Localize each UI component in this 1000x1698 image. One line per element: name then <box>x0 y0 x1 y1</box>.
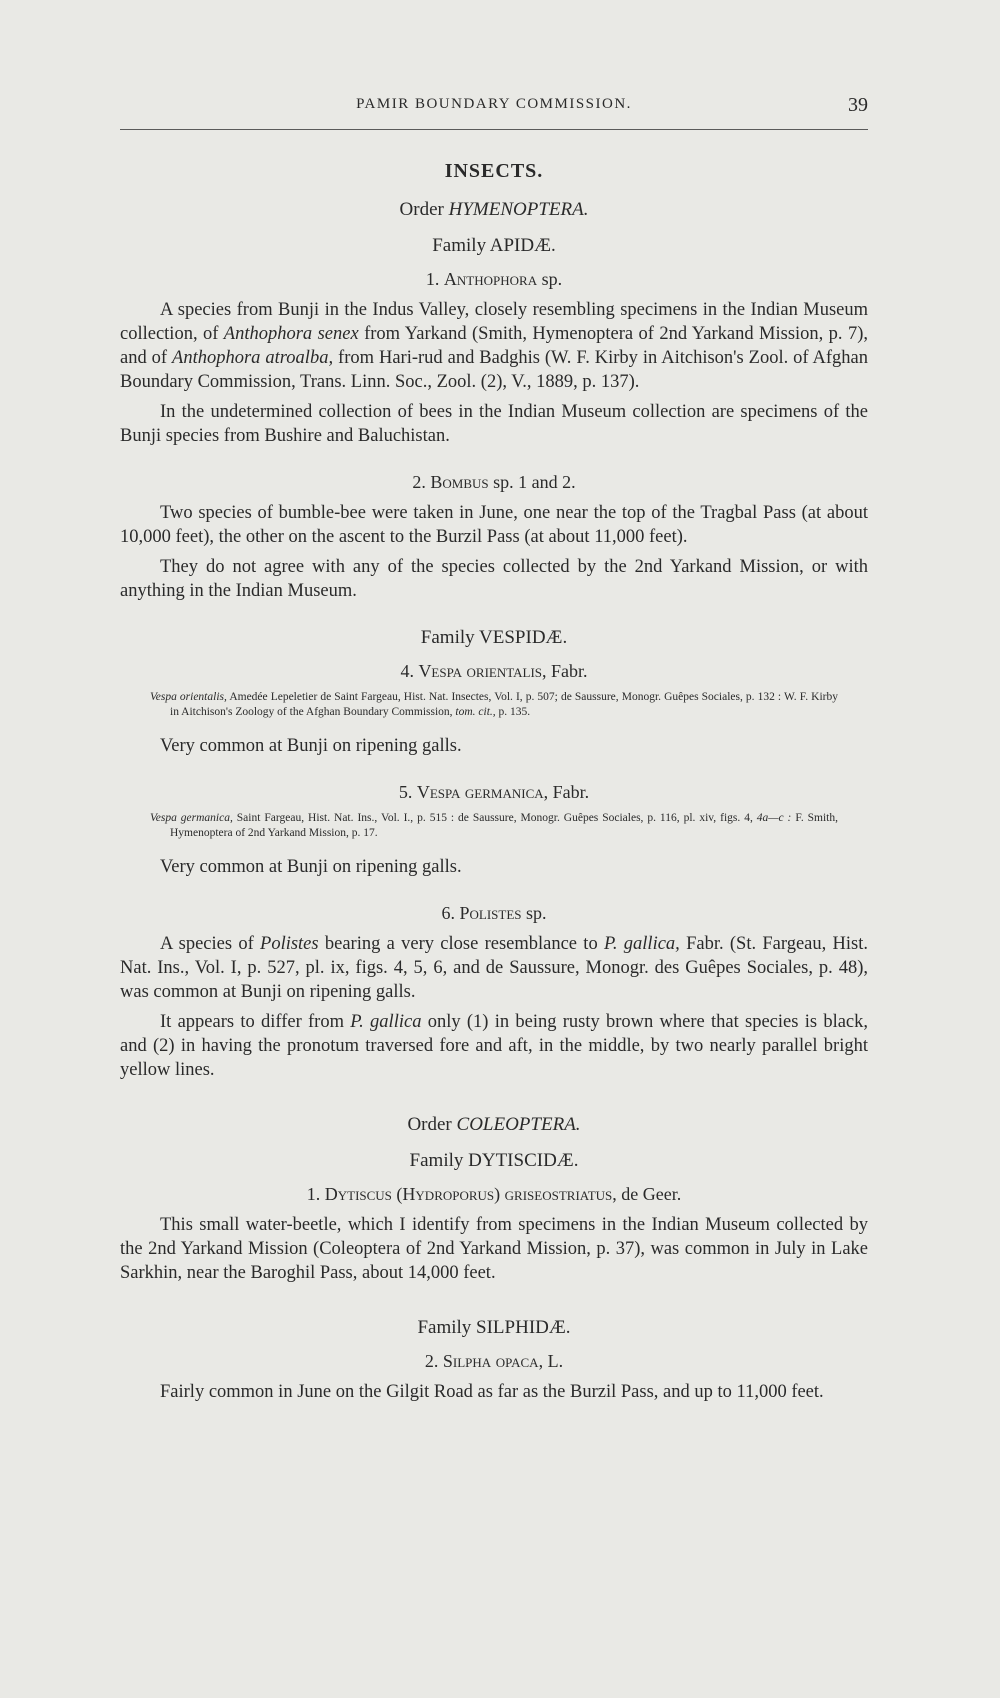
italic-run: P. gallica <box>350 1012 422 1032</box>
paragraph: Two species of bumble-bee were taken in June, one near the top of the Tragbal Pass (at about 10,000 feet), the other on the ascent to the Burzil Pass (at about 11,000 feet). <box>120 503 868 547</box>
species-number: 1. <box>306 1184 321 1204</box>
text-run: A species of <box>160 934 261 954</box>
species-name: Silpha opaca, <box>442 1351 544 1371</box>
species-name: Anthophora <box>443 269 538 289</box>
text-run: Fabr. (St. Fargeau, Hist. Nat. Ins., Vol. I, p. 527, pl. ix, figs. 4, 5, 6, and de Saussure, Monogr. des Guêpes Sociales, p. 48), was common at Bunji on ripening galls. <box>120 934 868 1002</box>
italic-run: Anthophora atroalba, <box>172 348 334 368</box>
italic-run: Polistes <box>260 934 319 954</box>
species-epithet: griseostriatus, <box>504 1184 617 1204</box>
order-name: COLEOPTERA. <box>456 1114 581 1135</box>
family-heading: Family VESPIDÆ. <box>420 627 568 648</box>
text-run: bearing a very close resemblance to <box>318 934 604 954</box>
running-title: PAMIR BOUNDARY COMMISSION. <box>356 96 632 112</box>
species-number: 1. <box>425 269 440 289</box>
species-heading <box>120 782 868 803</box>
species-name: Vespa orientalis, <box>418 661 547 681</box>
species-author: Fabr. <box>551 661 588 681</box>
italic-run: tom. cit., <box>455 706 496 718</box>
species-author: de Geer. <box>621 1184 682 1204</box>
family-heading: Family APIDÆ. <box>432 235 556 256</box>
order-heading <box>120 199 868 221</box>
paragraph: This small water-beetle, which I identify from specimens in the Indian Museum collected by the 2nd Yarkand Mission (Coleoptera of 2nd Yarkand Mission, p. 37), was common in July in Lake Sarkhin, near the Baroghil Pass, about 14,000 feet. <box>120 1215 868 1283</box>
species-number: 2. <box>412 472 426 492</box>
paragraph <box>120 932 868 1004</box>
italic-run: P. gallica, <box>603 934 680 954</box>
species-heading <box>120 472 868 493</box>
text-run: It appears to differ from <box>160 1012 351 1032</box>
italic-run: 4a—c : <box>756 812 792 824</box>
paragraph: Very common at Bunji on ripening galls. <box>160 736 462 756</box>
text-run: Saint Fargeau, Hist. Nat. Ins., Vol. I., p. 515 : de Saussure, Monogr. Guêpes Sociales, p. 116, pl. xiv, figs. 4, <box>232 812 757 824</box>
italic-run: Vespa orientalis, <box>150 691 227 703</box>
italic-run: Anthophora senex <box>223 324 359 344</box>
order-name: HYMENOPTERA. <box>448 199 589 220</box>
text-run: F. Smith, Hymenoptera of 2nd Yarkand Mission, p. 17. <box>170 812 838 839</box>
text-run: from Hari-rud and Badghis (W. F. Kirby in Aitchison's Zool. of Afghan Boundary Commission, Trans. Linn. Soc., Zool. (2), V., 1889, p. 137). <box>120 348 869 392</box>
paragraph <box>120 1010 868 1082</box>
species-rank: sp. <box>541 269 563 289</box>
citation <box>150 690 838 720</box>
paragraph <box>120 298 868 394</box>
text-run: p. 135. <box>495 706 531 718</box>
page-number: 39 <box>848 94 868 116</box>
family-heading: Family SILPHIDÆ. <box>417 1317 571 1338</box>
family-heading: Family DYTISCIDÆ. <box>409 1150 579 1171</box>
species-name: Polistes <box>459 903 522 923</box>
section-title: INSECTS. <box>444 160 544 182</box>
species-heading <box>120 1184 868 1205</box>
species-name: Bombus <box>430 472 489 492</box>
species-number: 2. <box>424 1351 439 1371</box>
species-rank: sp. 1 and 2. <box>493 472 576 492</box>
species-heading <box>120 903 868 924</box>
order-heading <box>120 1114 868 1136</box>
species-author: Fabr. <box>552 782 590 802</box>
species-author: L. <box>547 1351 564 1371</box>
species-heading <box>120 1351 868 1372</box>
species-heading <box>120 661 868 682</box>
paragraph: They do not agree with any of the species collected by the 2nd Yarkand Mission, or with anything in the Indian Museum. <box>120 557 868 601</box>
order-prefix: Order <box>399 199 444 220</box>
paragraph: Fairly common in June on the Gilgit Road as far as the Burzil Pass, and up to 11,000 feet. <box>160 1382 824 1402</box>
species-heading <box>120 269 868 290</box>
species-name: Vespa germanica, <box>416 782 549 802</box>
text-run: from Yarkand (Smith, Hymenoptera of 2nd Yarkand Mission, p. 7), and of <box>120 324 868 368</box>
text-run: A species from Bunji in the Indus Valley, closely resembling specimens in the Indian Museum collection, of <box>120 300 868 344</box>
header-rule <box>120 129 868 130</box>
page-body <box>120 160 868 1410</box>
text-run: Amedée Lepeletier de Saint Fargeau, Hist. Nat. Insectes, Vol. I, p. 507; de Saussure, Monogr. Guêpes Sociales, p. 132 : W. F. Kirby in Aitchison's Zoology of the Afghan Boundary Commission, <box>170 691 838 718</box>
paragraph: In the undetermined collection of bees in the Indian Museum collection are specimens of the Bunji species from Bushire and Baluchistan. <box>120 402 868 446</box>
species-number: 6. <box>441 903 455 923</box>
species-number: 4. <box>400 661 414 681</box>
species-genus: Dytiscus <box>324 1184 392 1204</box>
text-run: only (1) in being rusty brown where that species is black, and (2) in having the pronotum traversed fore and aft, in the middle, by two nearly parallel bright yellow lines. <box>120 1012 869 1080</box>
species-rank: sp. <box>526 903 547 923</box>
running-head <box>120 94 868 118</box>
paragraph: Very common at Bunji on ripening galls. <box>160 857 462 877</box>
species-subgenus: (Hydroporus) <box>396 1184 501 1204</box>
species-number: 5. <box>398 782 413 802</box>
italic-run: Vespa germanica, <box>150 812 233 824</box>
citation <box>150 811 838 841</box>
order-prefix: Order <box>407 1114 452 1135</box>
